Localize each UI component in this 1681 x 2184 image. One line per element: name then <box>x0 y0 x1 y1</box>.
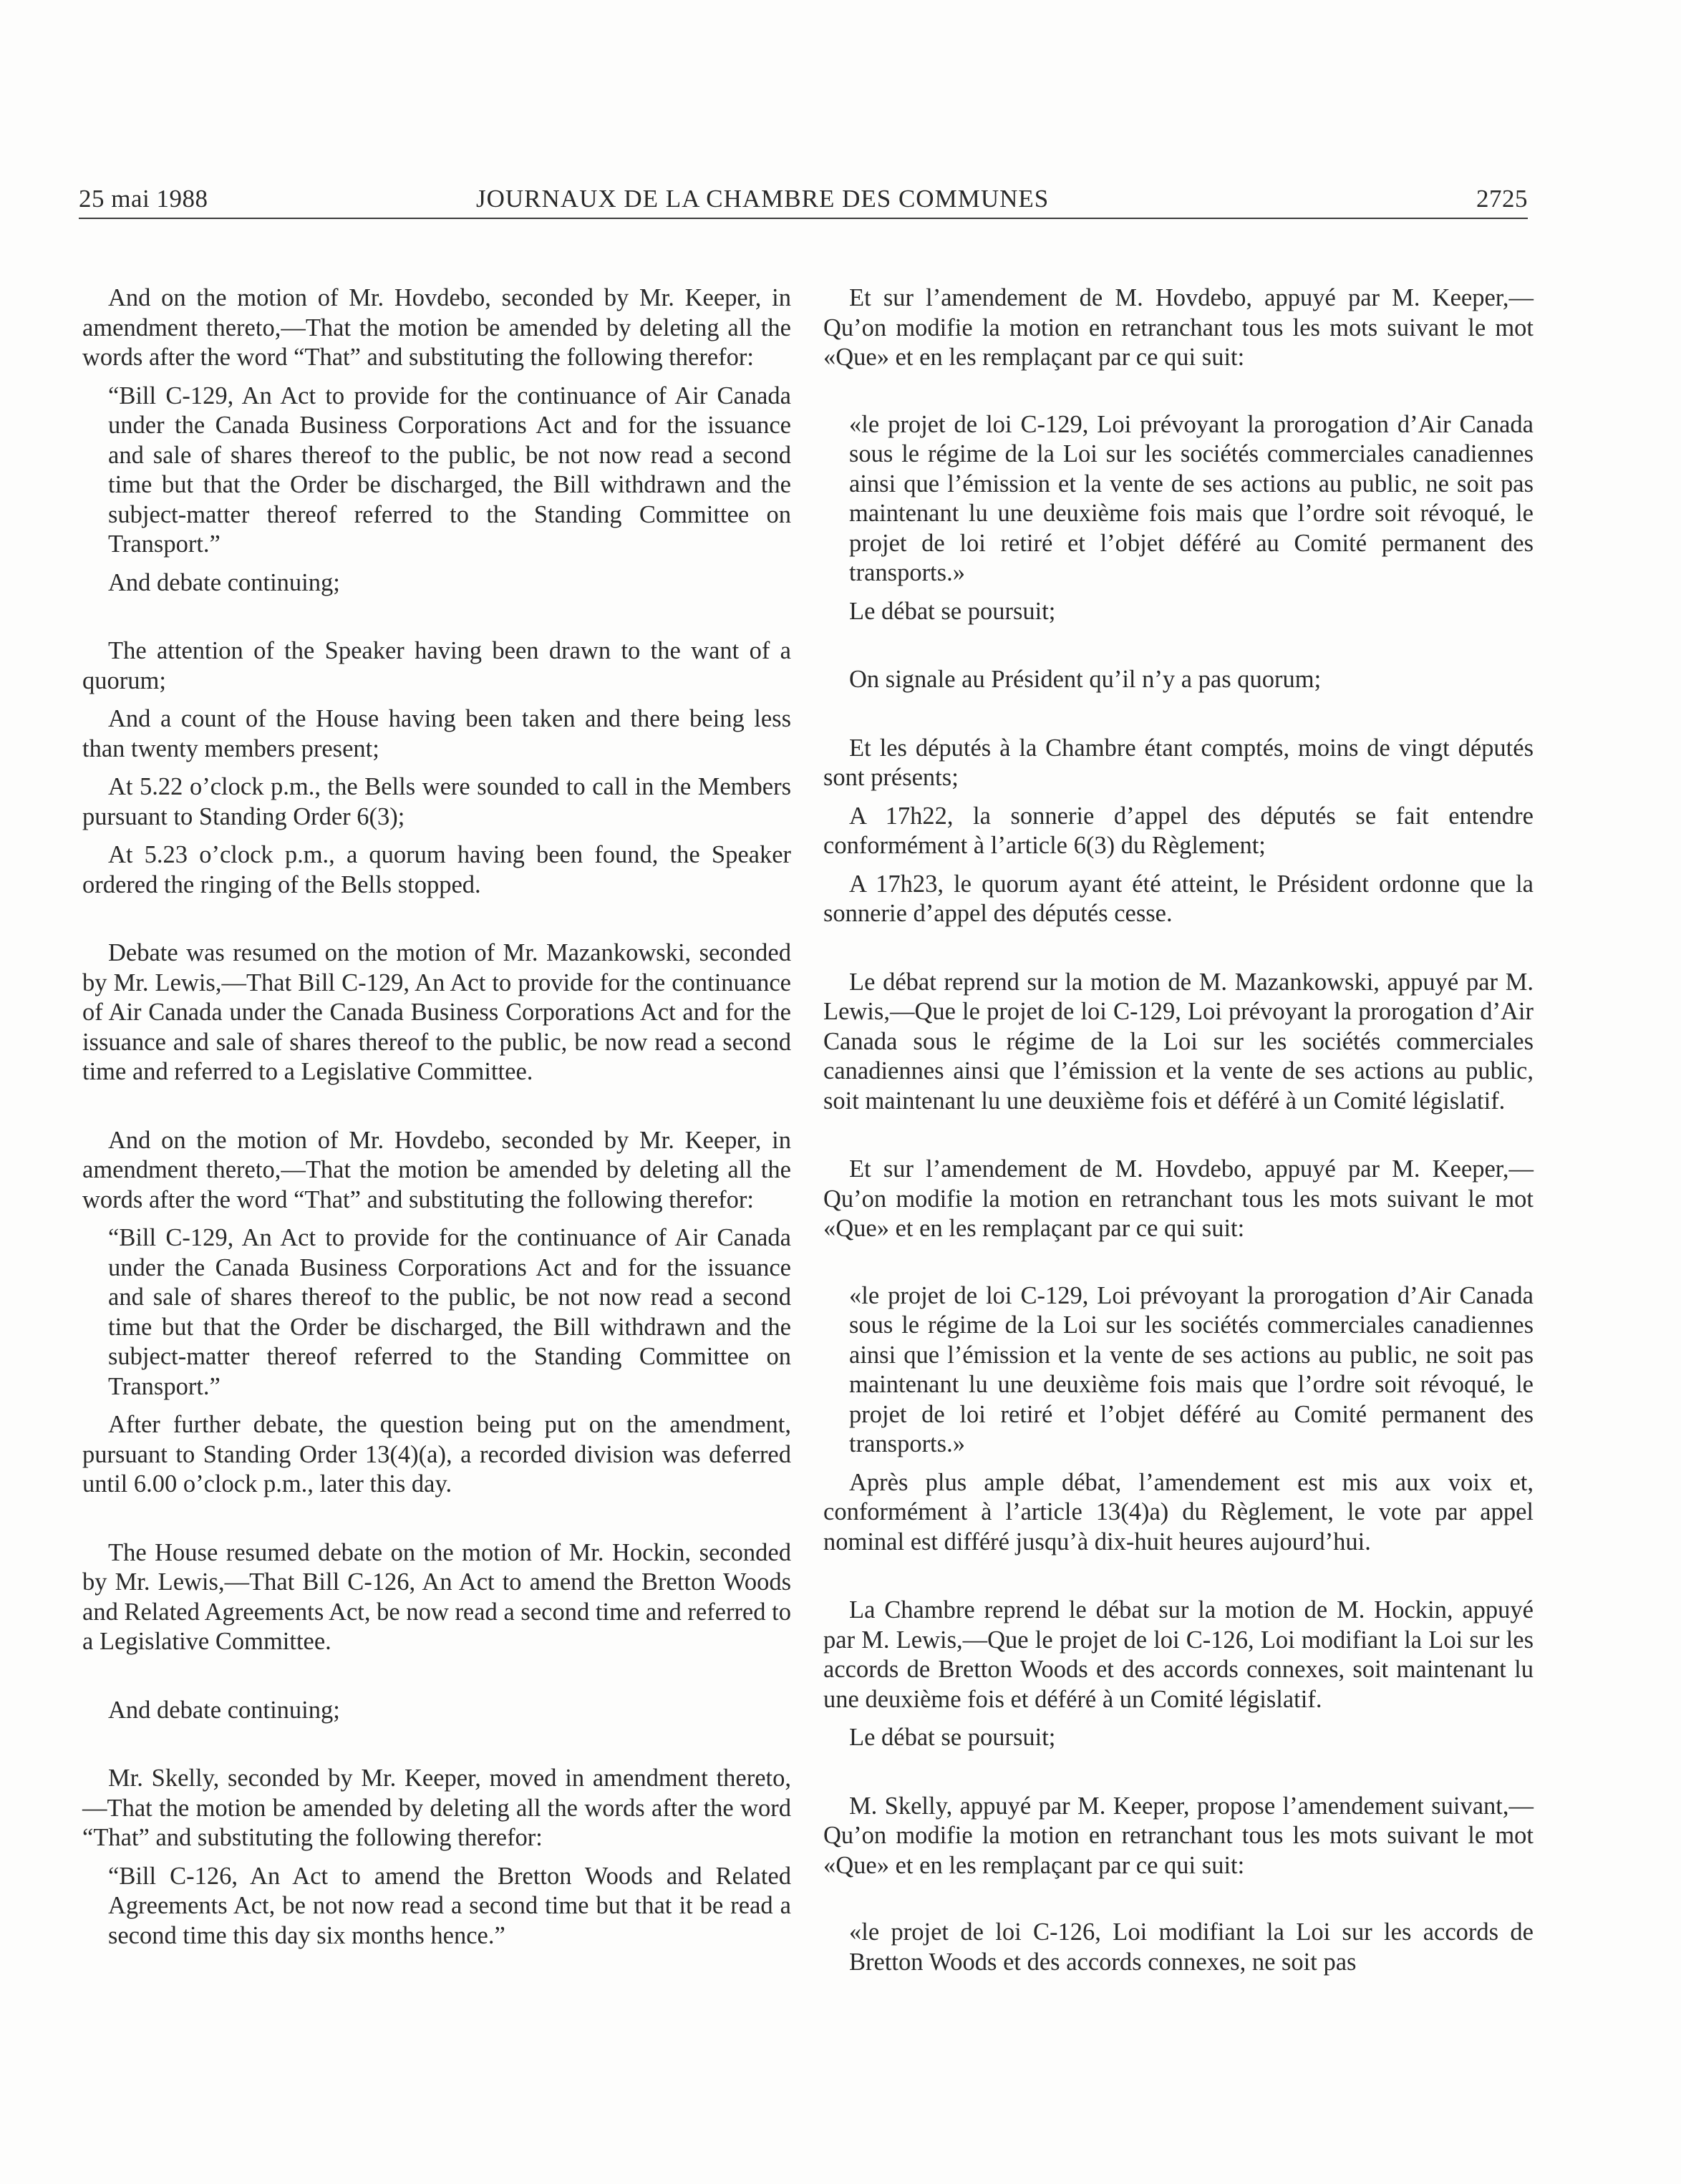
quoted-amendment: “Bill C-129, An Act to provide for the continuance of Air Canada under the Canada Business Corporations Act and for the issuance and sale of shares thereof to the public, be not now read a second time but that the Order be discharged, the Bill withdrawn and the subject-matter thereof referred to the Standing Committee on Transport.” <box>108 382 791 558</box>
quoted-amendment: “Bill C-126, An Act to amend the Bretton Woods and Related Agreements Act, be not now read a second time but that it be read a second time this day six months hence.” <box>108 1862 791 1949</box>
paragraph: And debate continuing; <box>108 568 340 596</box>
paragraph: And debate continuing; <box>108 1696 340 1724</box>
paragraph: And a count of the House having been taken and there being less than twenty members present; <box>82 705 791 762</box>
paragraph: Et sur l’amendement de M. Hovdebo, appuyé par M. Keeper,—Qu’on modifie la motion en retranchant tous les mots suivant le mot «Que» et en les remplaçant par ce qui suit: <box>823 284 1534 371</box>
paragraph: A 17h23, le quorum ayant été atteint, le Président ordonne que la sonnerie d’appel des députés cesse. <box>823 870 1534 927</box>
paragraph: At 5.23 o’clock p.m., a quorum having been found, the Speaker ordered the ringing of the Bells stopped. <box>82 841 791 898</box>
paragraph: After further debate, the question being put on the amendment, pursuant to Standing Order 13(4)(a), a recorded division was deferred until 6.00 o’clock p.m., later this day. <box>82 1411 791 1498</box>
paragraph: A 17h22, la sonnerie d’appel des députés se fait entendre conformément à l’article 6(3) du Règlement; <box>823 802 1534 859</box>
paragraph: M. Skelly, appuyé par M. Keeper, propose l’amendement suivant,—Qu’on modifie la motion en retranchant tous les mots suivant le mot «Que» et en les remplaçant par ce qui suit: <box>823 1792 1534 1879</box>
paragraph: And on the motion of Mr. Hovdebo, seconded by Mr. Keeper, in amendment thereto,—That the motion be amended by deleting all the words after the word “That” and substituting the following therefor: <box>82 284 791 371</box>
paragraph: And on the motion of Mr. Hovdebo, seconded by Mr. Keeper, in amendment thereto,—That the motion be amended by deleting all the words after the word “That” and substituting the following therefor: <box>82 1126 791 1213</box>
paragraph: Et sur l’amendement de M. Hovdebo, appuyé par M. Keeper,—Qu’on modifie la motion en retranchant tous les mots suivant le mot «Que» et en les remplaçant par ce qui suit: <box>823 1155 1534 1242</box>
paragraph: Le débat se poursuit; <box>849 1724 1056 1751</box>
paragraph: La Chambre reprend le débat sur la motion de M. Hockin, appuyé par M. Lewis,—Que le projet de loi C-126, Loi modifiant la Loi sur les accords de Bretton Woods et des accords connexes, soit maintenant lu une deuxième fois et déféré à un Comité législatif. <box>823 1596 1534 1713</box>
paragraph: Mr. Skelly, seconded by Mr. Keeper, moved in amendment thereto,—That the motion be amended by deleting all the words after the word “That” and substituting the following therefor: <box>82 1765 791 1851</box>
paragraph: Après plus ample débat, l’amendement est mis aux voix et, conformément à l’article 13(4)a) du Règlement, le vote par appel nominal est différé jusqu’à dix-huit heures aujourd’hui. <box>823 1468 1534 1556</box>
page-number: 2725 <box>1476 185 1528 213</box>
quoted-amendment: “Bill C-129, An Act to provide for the continuance of Air Canada under the Canada Business Corporations Act and for the issuance and sale of shares thereof to the public, be not now read a second time but that the Order be discharged, the Bill withdrawn and the subject-matter thereof referred to the Standing Committee on Transport.” <box>108 1224 791 1400</box>
french-column <box>823 283 1534 1977</box>
quoted-amendment: «le projet de loi C-129, Loi prévoyant la prorogation d’Air Canada sous le régime de la Loi sur les sociétés commerciales canadiennes ainsi que l’émission et la vente de ses actions au public, ne soit pas maintenant lu une deuxième fois mais que l’ordre soit révoqué, le projet de loi retiré et l’objet déféré au Comité permanent des transports.» <box>849 1281 1534 1457</box>
paragraph: On signale au Président qu’il n’y a pas quorum; <box>849 666 1322 693</box>
quoted-amendment: «le projet de loi C-129, Loi prévoyant la prorogation d’Air Canada sous le régime de la Loi sur les sociétés commerciales canadiennes ainsi que l’émission et la vente de ses actions au public, ne soit pas maintenant lu une deuxième fois mais que l’ordre soit révoqué, le projet de loi retiré et l’objet déféré au Comité permanent des transports.» <box>849 410 1534 586</box>
paragraph: Et les députés à la Chambre étant comptés, moins de vingt députés sont présents; <box>823 734 1534 791</box>
english-column <box>82 283 791 1951</box>
quoted-amendment: «le projet de loi C-126, Loi modifiant la Loi sur les accords de Bretton Woods et des accords connexes, ne soit pas <box>849 1918 1534 1976</box>
paragraph: The attention of the Speaker having been drawn to the want of a quorum; <box>82 637 791 694</box>
header-title: JOURNAUX DE LA CHAMBRE DES COMMUNES <box>476 185 1050 213</box>
paragraph: Le débat se poursuit; <box>849 597 1056 625</box>
paragraph: At 5.22 o’clock p.m., the Bells were sounded to call in the Members pursuant to Standing Order 6(3); <box>82 773 791 830</box>
paragraph: The House resumed debate on the motion of Mr. Hockin, seconded by Mr. Lewis,—That Bill C-126, An Act to amend the Bretton Woods and Related Agreements Act, be now read a second time and referred to a Legislative Committee. <box>82 1538 791 1655</box>
page-header <box>79 185 1528 219</box>
paragraph: Debate was resumed on the motion of Mr. Mazankowski, seconded by Mr. Lewis,—That Bill C-129, An Act to provide for the continuance of Air Canada under the Canada Business Corporations Act and for the issuance and sale of shares thereof to the public, be now read a second time and referred to a Legislative Committee. <box>82 939 791 1085</box>
paragraph: Le débat reprend sur la motion de M. Mazankowski, appuyé par M. Lewis,—Que le projet de loi C-129, Loi prévoyant la prorogation d’Air Canada sous le régime de la Loi sur les sociétés commerciales canadiennes ainsi que l’émission et la vente de ses actions au public, soit maintenant lu une deuxième fois et déféré à un Comité législatif. <box>823 968 1534 1115</box>
header-date: 25 mai 1988 <box>79 185 208 213</box>
